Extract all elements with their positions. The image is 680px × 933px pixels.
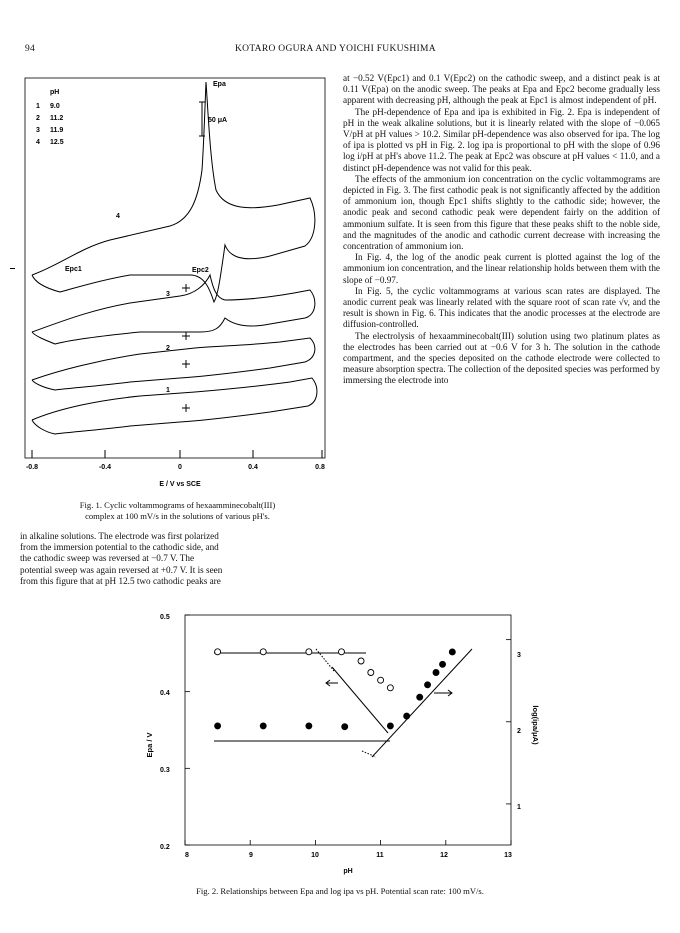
right-column-text [343, 73, 660, 387]
epa-point-8 [387, 685, 393, 691]
fig1-legend-num-3: 3 [36, 127, 40, 134]
left-column-text [20, 531, 335, 587]
curve-number-1: 1 [166, 387, 170, 394]
fig2-fit-lines [214, 649, 472, 757]
curve-number-3: 3 [166, 291, 170, 298]
fig1-legend-ph-2: 11.2 [50, 115, 64, 122]
fig1-legend-num-2: 2 [36, 115, 40, 122]
fig1-x-tick-5: 0.8 [315, 464, 325, 471]
paragraph-3: The effects of the ammonium ion concentration on the cyclic voltammograms are depicted in Fig. 3. The first cathodic peak is not significantly affected by the addition of ammonium ion, though Epc1 shifts slightly to the cathodic side; however, the anodic peak and second cathodic peak were dependent fairly on the addition of ammonium sulfate. It is seen from this figure that these peaks shift to the noble side, and the magnitudes of the anodic and cathodic current decrease with increasing the concentration of ammonium ion. [343, 173, 660, 252]
left-text-line-2: from the immersion potential to the cathodic side, and [20, 542, 219, 553]
fig2-x-tick-4: 11 [376, 852, 384, 859]
fig2-right-tick-2: 2 [517, 728, 521, 735]
paragraph-5: In Fig. 5, the cyclic voltammograms at various scan rates are displayed. The anodic current peak was linearly related with the square root of scan rate √v, and the result is shown in Fig. 6. This indicates that the anodic processes at the electrode are diffusion-controlled. [343, 285, 660, 330]
log-ipa-point-2 [260, 723, 266, 729]
log-ipa-point-1 [215, 723, 221, 729]
log-ipa-point-4 [342, 724, 348, 730]
epa-point-3 [306, 649, 312, 655]
epa-point-5 [358, 658, 364, 664]
margin-mark [10, 268, 15, 269]
fig2-y-tick-1: 0.5 [160, 614, 170, 621]
left-text-line-3: the cathodic sweep was reversed at −0.7 V. The [20, 553, 195, 564]
paragraph-2: The pH-dependence of Epa and ipa is exhibited in Fig. 2. Epa is independent of pH in the weak alkaline solutions, but it is linearly related with the slope of −0.065 V/pH at pH values > 10.2. Similar pH-dependence was also observed for ipa. The log of ipa is plotted vs pH in Fig. 2. log ipa is proportional to pH with the slope of 0.96 log i/pH at pH's above 11.2. The peak at Epc2 was obscure at pH values < 11.0, and a distinct pH-dependence was not valid for this peak. [343, 106, 660, 173]
fig2-x-axis-label: pH [343, 868, 353, 875]
epc2-label: Epc2 [192, 267, 209, 274]
figure-1-caption-line-2: complex at 100 mV/s in the solutions of various pH's. [85, 511, 270, 521]
log-ipa-point-10 [440, 661, 446, 667]
fig2-x-tick-2: 9 [249, 852, 253, 859]
figure-1-caption-line-1: Fig. 1. Cyclic voltammograms of hexaamminecobalt(III) [79, 500, 276, 510]
left-text-line-5: from this figure that at pH 12.5 two cathodic peaks are [20, 575, 221, 586]
fig2-frame [185, 615, 511, 845]
fig1-x-tick-1: -0.8 [25, 464, 39, 471]
log-ipa-point-6 [404, 713, 410, 719]
epa-label: Epa [213, 81, 226, 88]
log-ipa-point-5 [387, 723, 393, 729]
fig2-right-axis-label: log(ipa/μA) [531, 705, 540, 745]
fig1-legend-num-4: 4 [36, 139, 40, 146]
running-title: KOTARO OGURA AND YOICHI FUKUSHIMA [235, 44, 436, 54]
fig2-data-points [215, 649, 456, 730]
fig1-legend-ph-4: 12.5 [50, 139, 64, 146]
log-ipa-point-3 [306, 723, 312, 729]
epa-point-7 [378, 677, 384, 683]
fig2-y-tick-4: 0.2 [160, 844, 170, 851]
fig1-legend-title: pH [50, 89, 60, 96]
figure-2-caption: Fig. 2. Relationships between Epa and log ipa vs pH. Potential scan rate: 100 mV/s. [196, 886, 484, 896]
left-text-line-1: in alkaline solutions. The electrode was first polarized [20, 531, 219, 541]
fig1-x-tick-4: 0.4 [248, 464, 258, 471]
log-ipa-point-7 [417, 694, 423, 700]
log-ipa-point-8 [425, 682, 431, 688]
fig1-legend-ph-1: 9.0 [50, 103, 60, 110]
paragraph-6: The electrolysis of hexaamminecobalt(III) solution using two platinum plates as the electrodes has been carried out at −0.6 V for 3 h. The solution in the cathode compartment, and the species deposited on the cathode electrode were collected to measure absorption spectra. The collection of the deposited species was performed by immersing the electrode into [343, 330, 660, 386]
epc1-label: Epc1 [65, 266, 82, 273]
fig2-x-tick-3: 10 [311, 852, 319, 859]
figure-2-chart [140, 605, 540, 875]
fig2-x-tick-5: 12 [440, 852, 448, 859]
log-ipa-point-9 [433, 670, 439, 676]
fig2-y-tick-3: 0.3 [160, 767, 170, 774]
epa-point-1 [215, 649, 221, 655]
figure-1-voltammograms [20, 70, 330, 490]
fig1-x-tick-2: -0.4 [98, 464, 112, 471]
fig1-legend-ph-3: 11.9 [50, 127, 64, 134]
fig1-legend-num-1: 1 [36, 103, 40, 110]
log-ipa-point-11 [449, 649, 455, 655]
epa-point-2 [260, 649, 266, 655]
fig2-x-tick-1: 8 [185, 852, 189, 859]
epa-point-6 [368, 670, 374, 676]
fig1-x-tick-3: 0 [178, 464, 182, 471]
fig2-y-tick-2: 0.4 [160, 690, 170, 697]
scale-bar-label: 50 μA [208, 117, 228, 124]
left-text-line-4: potential sweep was again reversed at +0.7 V. It is seen [20, 564, 223, 575]
fig2-right-tick-3: 1 [517, 804, 521, 811]
fig2-right-tick-1: 3 [517, 652, 521, 659]
figure-1-caption [20, 500, 335, 522]
curve-number-4: 4 [116, 213, 120, 220]
paragraph-4: In Fig. 4, the log of the anodic peak current is plotted against the log of the ammonium ion concentration, and the linear relationship holds between them with the slope of −0.97. [343, 252, 660, 285]
epa-point-4 [338, 649, 344, 655]
fig2-y-axis-label: Epa / V [145, 732, 154, 758]
fig2-x-tick-6: 13 [504, 852, 512, 859]
fig1-x-axis-label: E / V vs SCE [159, 481, 201, 488]
curve-number-2: 2 [166, 345, 170, 352]
page-number: 94 [25, 44, 36, 54]
paragraph-1: at −0.52 V(Epc1) and 0.1 V(Epc2) on the cathodic sweep, and a distinct peak is at 0.11 V(Epa) on the anodic sweep. The peaks at Epa and Epc2 become gradually less apparent with decreasing pH, although the peak at Epc1 is almost independent of pH. [343, 73, 660, 106]
